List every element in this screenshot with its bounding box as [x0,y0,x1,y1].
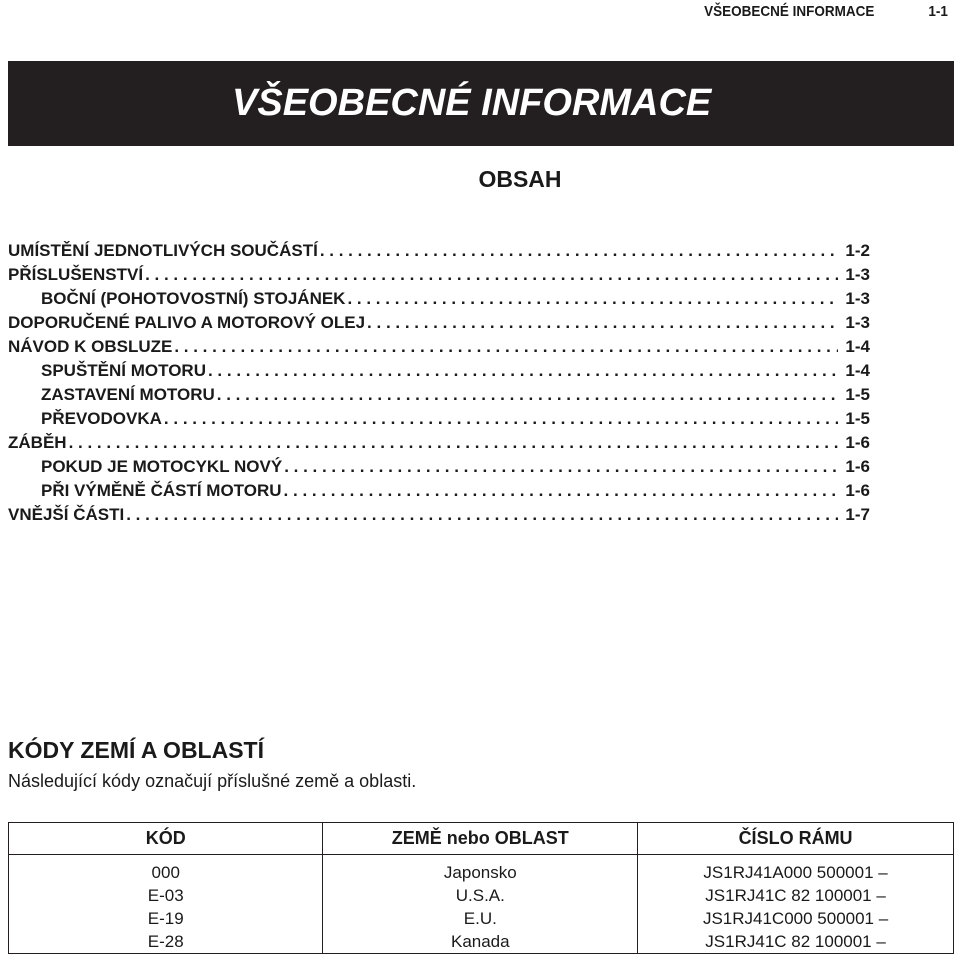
toc-entry-page: 1-7 [845,505,870,524]
toc-entry-label: PŘI VÝMĚNĚ ČÁSTÍ MOTORU [41,481,282,500]
toc-dot-leader [145,263,838,287]
toc-entry[interactable] [8,503,870,527]
code-cell: E-03 [9,884,323,907]
toc-entry-label: PŘEVODOVKA [41,409,162,428]
toc-dot-leader [126,503,838,527]
toc-dot-leader [164,407,838,431]
table-row [9,884,954,907]
toc-entry-page: 1-6 [845,481,870,500]
toc-dot-leader [208,359,838,383]
column-header-frame-number: ČÍSLO RÁMU [638,823,954,855]
toc-entry[interactable] [8,311,870,335]
toc-dot-leader [284,455,838,479]
toc-dot-leader [367,311,838,335]
running-header-page-number: 1-1 [928,3,948,20]
frame-number-cell: JS1RJ41C 82 100001 – [638,930,954,954]
toc-entry-page: 1-2 [845,241,870,260]
toc-dot-leader [320,239,838,263]
frame-number-cell: JS1RJ41C 82 100001 – [638,884,954,907]
toc-dot-leader [347,287,838,311]
toc-entry-label: UMÍSTĚNÍ JEDNOTLIVÝCH SOUČÁSTÍ [8,241,318,260]
code-cell: E-19 [9,907,323,930]
toc-entry-label: ZÁBĚH [8,433,67,452]
toc-entry-page: 1-6 [845,457,870,476]
toc-entry-label: POKUD JE MOTOCYKL NOVÝ [41,457,283,476]
toc-entry[interactable] [8,287,870,311]
running-header-section: VŠEOBECNÉ INFORMACE [704,3,875,20]
toc-entry[interactable] [8,431,870,455]
toc-dot-leader [174,335,838,359]
toc-entry-page: 1-6 [845,433,870,452]
frame-number-cell: JS1RJ41C000 500001 – [638,907,954,930]
toc-entry[interactable] [8,263,870,287]
toc-entry[interactable] [8,407,870,431]
toc-entry-page: 1-4 [845,361,870,380]
running-header [704,0,948,24]
toc-entry-page: 1-4 [845,337,870,356]
toc-entry-label: BOČNÍ (POHOTOVOSTNÍ) STOJÁNEK [41,289,346,308]
table-of-contents [8,239,870,527]
title-banner [8,61,954,146]
toc-entry[interactable] [8,383,870,407]
column-header-code: KÓD [9,823,323,855]
toc-dot-leader [217,383,838,407]
country-cell: Kanada [323,930,638,954]
toc-entry-label: PŘÍSLUŠENSTVÍ [8,265,144,284]
codes-intro-text: Následující kódy označují příslušné země a oblasti. [8,771,417,791]
toc-dot-leader [69,431,838,455]
toc-entry-label: ZASTAVENÍ MOTORU [41,385,215,404]
toc-entry-page: 1-5 [845,385,870,404]
country-cell: E.U. [323,907,638,930]
page-title: VŠEOBECNÉ INFORMACE [232,82,712,124]
country-cell: U.S.A. [323,884,638,907]
toc-entry[interactable] [8,479,870,503]
toc-entry-label: VNĚJŠÍ ČÁSTI [8,505,125,524]
toc-dot-leader [284,479,838,503]
column-header-country: ZEMĚ nebo OBLAST [323,823,638,855]
toc-entry-label: NÁVOD K OBSLUZE [8,337,173,356]
table-row [9,907,954,930]
country-cell: Japonsko [323,855,638,885]
toc-entry-page: 1-3 [845,313,870,332]
frame-number-cell: JS1RJ41A000 500001 – [638,855,954,885]
code-cell: E-28 [9,930,323,954]
table-row [9,855,954,885]
toc-entry[interactable] [8,239,870,263]
table-header-row [9,823,954,855]
table-row [9,930,954,954]
toc-entry-page: 1-5 [845,409,870,428]
toc-entry-page: 1-3 [845,289,870,308]
toc-entry-page: 1-3 [845,265,870,284]
country-codes-table [8,822,954,954]
toc-entry[interactable] [8,359,870,383]
code-cell: 000 [9,855,323,885]
toc-entry[interactable] [8,335,870,359]
toc-entry-label: DOPORUČENÉ PALIVO A MOTOROVÝ OLEJ [8,313,366,332]
toc-entry[interactable] [8,455,870,479]
toc-entry-label: SPUŠTĚNÍ MOTORU [41,361,206,380]
codes-heading: KÓDY ZEMÍ A OBLASTÍ [8,737,264,763]
toc-heading: OBSAH [478,166,562,192]
